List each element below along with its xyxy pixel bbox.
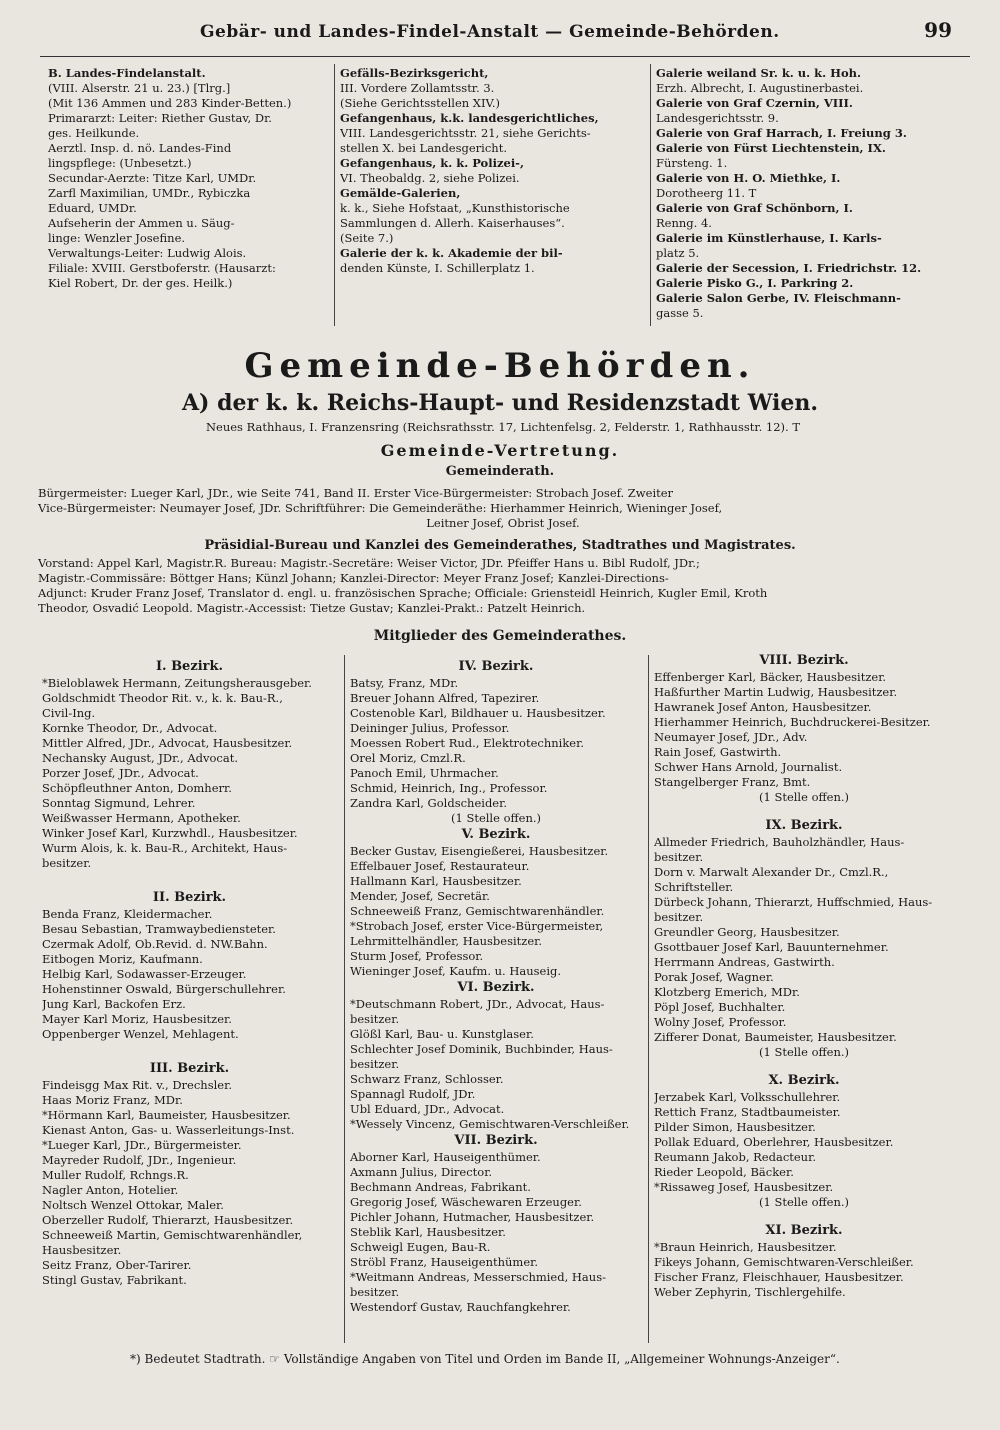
member-entry: Findeisgg Max Rit. v., Drechsler. — [42, 1078, 232, 1092]
member-entry: *Deutschmann Robert, JDr., Advocat, Haus- — [350, 997, 605, 1011]
entry-line: Secundar-Aerzte: Titze Karl, UMDr. — [48, 171, 257, 185]
entry-line: Aufseherin der Ammen u. Säug- — [48, 216, 235, 230]
district-column-1 — [42, 658, 337, 1288]
member-entry: Weber Zephyrin, Tischlergehilfe. — [654, 1285, 846, 1299]
member-entry: *Hörmann Karl, Baumeister, Hausbesitzer. — [42, 1108, 291, 1122]
entry-line: (Mit 136 Ammen und 283 Kinder-Betten.) — [48, 96, 292, 110]
column-divider — [648, 655, 649, 1343]
member-entry: Costenoble Karl, Bildhauer u. Hausbesitzer. — [350, 706, 606, 720]
member-entry: Gregorig Josef, Wäschewaren Erzeuger. — [350, 1195, 582, 1209]
entry-heading: Galerie von Graf Schönborn, I. — [656, 201, 853, 215]
member-entry: Eitbogen Moriz, Kaufmann. — [42, 952, 203, 966]
entry-line: Landesgerichtsstr. 9. — [656, 111, 779, 125]
member-entry: *Braun Heinrich, Hausbesitzer. — [654, 1240, 837, 1254]
entry-line: Kiel Robert, Dr. der ges. Heilk.) — [48, 276, 233, 290]
member-entry: Allmeder Friedrich, Bauholzhändler, Haus- — [654, 835, 905, 849]
member-entry: *Rissaweg Josef, Hausbesitzer. — [654, 1180, 834, 1194]
entry-heading: Galerie der k. k. Akademie der bil- — [340, 246, 563, 260]
entry-line: VI. Theobaldg. 2, siehe Polizei. — [340, 171, 520, 185]
member-entry: Mayreder Rudolf, JDr., Ingenieur. — [42, 1153, 237, 1167]
member-entry: Besau Sebastian, Tramwaybediensteter. — [42, 922, 276, 936]
entry-heading: Galerie der Secession, I. Friedrichstr. 12. — [656, 261, 922, 275]
member-entry: Hausbesitzer. — [42, 1243, 122, 1257]
member-entry: Hohenstinner Oswald, Bürgerschullehrer. — [42, 982, 286, 996]
member-entry: Stingl Gustav, Fabrikant. — [42, 1273, 187, 1287]
member-entry: *Weitmann Andreas, Messerschmied, Haus- — [350, 1270, 606, 1284]
member-entry: Westendorf Gustav, Rauchfangkehrer. — [350, 1300, 571, 1314]
entry-heading: B. Landes-Findelanstalt. — [48, 66, 206, 80]
section-subheading: A) der k. k. Reichs-Haupt- und Residenzstadt Wien. — [181, 390, 819, 416]
entry-line: Zarfl Maximilian, UMDr., Rybiczka — [48, 186, 251, 200]
district-column-3 — [654, 652, 954, 1300]
member-entry: Spannagl Rudolf, JDr. — [350, 1087, 476, 1101]
district-heading: VIII. Bezirk. — [759, 653, 849, 668]
district-heading: VI. Bezirk. — [457, 980, 535, 995]
entry-heading: Gemälde-Galerien, — [340, 186, 461, 200]
entry-line: Fürsteng. 1. — [656, 156, 728, 170]
member-entry: Bechmann Andreas, Fabrikant. — [350, 1180, 531, 1194]
district-column-2 — [350, 658, 642, 1315]
member-entry: Breuer Johann Alfred, Tapezirer. — [350, 691, 540, 705]
member-entry: Effenberger Karl, Bäcker, Hausbesitzer. — [654, 670, 887, 684]
member-entry: *Wessely Vincenz, Gemischtwaren-Verschleißer. — [350, 1117, 630, 1131]
member-entry: (1 Stelle offen.) — [758, 790, 850, 804]
entry-line: Erzh. Albrecht, I. Augustinerbastei. — [656, 81, 864, 95]
member-entry: Jung Karl, Backofen Erz. — [42, 997, 186, 1011]
member-entry: Civil-Ing. — [42, 706, 96, 720]
member-entry: Benda Franz, Kleidermacher. — [42, 907, 213, 921]
address-line: Neues Rathhaus, I. Franzensring (Reichsrathsstr. 17, Lichtenfelsg. 2, Felderstr. 1, Rathhausstr. 12). T — [205, 420, 801, 434]
member-entry: Batsy, Franz, MDr. — [350, 676, 459, 690]
member-entry: *Bieloblawek Hermann, Zeitungsherausgeber. — [42, 676, 312, 690]
member-entry: Wurm Alois, k. k. Bau-R., Architekt, Haus- — [42, 841, 288, 855]
member-entry: (1 Stelle offen.) — [450, 811, 542, 825]
member-entry: Hierhammer Heinrich, Buchdruckerei-Besitzer. — [654, 715, 931, 729]
member-entry: Porak Josef, Wagner. — [654, 970, 774, 984]
entry-line: stellen X. bei Landesgericht. — [340, 141, 507, 155]
member-entry: Lehrmittelhändler, Hausbesitzer. — [350, 934, 543, 948]
member-entry: Orel Moriz, Cmzl.R. — [350, 751, 466, 765]
member-entry: Fikeys Johann, Gemischtwaren-Verschleißer. — [654, 1255, 914, 1269]
column-divider — [344, 655, 345, 1343]
member-entry: Pöpl Josef, Buchhalter. — [654, 1000, 786, 1014]
entry-heading: Gefangenhaus, k.k. landesgerichtliches, — [340, 111, 599, 125]
entry-line: denden Künste, I. Schillerplatz 1. — [340, 261, 535, 275]
members-heading: Mitglieder des Gemeinderathes. — [373, 628, 627, 644]
header-title: Gebär- und Landes-Findel-Anstalt — Gemeinde-Behörden. — [200, 22, 780, 42]
member-entry: Steblik Karl, Hausbesitzer. — [350, 1225, 506, 1239]
member-entry: Becker Gustav, Eisengießerei, Hausbesitzer. — [350, 844, 609, 858]
member-entry: Haas Moriz Franz, MDr. — [42, 1093, 183, 1107]
member-entry: Sonntag Sigmund, Lehrer. — [42, 796, 196, 810]
district-heading: X. Bezirk. — [768, 1073, 840, 1088]
member-entry: Schriftsteller. — [654, 880, 734, 894]
member-entry: Deininger Julius, Professor. — [350, 721, 510, 735]
member-entry: Wieninger Josef, Kaufm. u. Hauseig. — [350, 964, 562, 978]
member-entry: Panoch Emil, Uhrmacher. — [350, 766, 499, 780]
district-heading: VII. Bezirk. — [454, 1133, 538, 1148]
district-heading: I. Bezirk. — [155, 659, 224, 674]
member-entry: Effelbauer Josef, Restaurateur. — [350, 859, 530, 873]
member-entry: Rain Josef, Gastwirth. — [654, 745, 782, 759]
member-entry: Dürbeck Johann, Thierarzt, Huffschmied, Haus- — [654, 895, 933, 909]
praesidial-line: Vorstand: Appel Karl, Magistr.R. Bureau: Magistr.-Secretäre: Weiser Victor, JDr. Pfeiffer Hans u. Bibl Rudolf, JDr.; — [38, 556, 700, 570]
entry-line: ges. Heilkunde. — [48, 126, 140, 140]
member-entry: Mittler Alfred, JDr., Advocat, Hausbesitzer. — [42, 736, 293, 750]
member-entry: Schneeweiß Franz, Gemischtwarenhändler. — [350, 904, 605, 918]
footnote: *) Bedeutet Stadtrath. ☞ Vollständige Angaben von Titel und Orden im Bande II, „Allgemeiner Wohnungs-Anzeiger“. — [130, 1352, 840, 1366]
member-entry: Schwarz Franz, Schlosser. — [350, 1072, 504, 1086]
member-entry: Dorn v. Marwalt Alexander Dr., Cmzl.R., — [654, 865, 889, 879]
member-entry: Schmid, Heinrich, Ing., Professor. — [350, 781, 548, 795]
entry-line: Primararzt: Leiter: Riether Gustav, Dr. — [48, 111, 272, 125]
entry-line: lingspflege: (Unbesetzt.) — [48, 156, 192, 170]
member-entry: besitzer. — [654, 910, 704, 924]
member-entry: Fischer Franz, Fleischhauer, Hausbesitzer. — [654, 1270, 904, 1284]
member-entry: Mender, Josef, Secretär. — [350, 889, 490, 903]
member-entry: Zifferer Donat, Baumeister, Hausbesitzer. — [654, 1030, 897, 1044]
entry-heading: Galerie von Graf Czernin, VIII. — [656, 96, 853, 110]
top-left-column — [48, 66, 326, 291]
district-heading: V. Bezirk. — [461, 827, 531, 842]
member-entry: Kienast Anton, Gas- u. Wasserleitungs-Inst. — [42, 1123, 295, 1137]
member-entry: Seitz Franz, Ober-Tarirer. — [42, 1258, 192, 1272]
member-entry: Schweigl Eugen, Bau-R. — [350, 1240, 491, 1254]
entry-heading: Galerie im Künstlerhause, I. Karls- — [656, 231, 882, 245]
gemeinderath-heading: Gemeinderath. — [445, 464, 555, 479]
member-entry: Nechansky August, JDr., Advocat. — [42, 751, 239, 765]
entry-line: Filiale: XVIII. Gerstboferstr. (Hausarzt: — [48, 261, 276, 275]
district-heading: XI. Bezirk. — [765, 1223, 843, 1238]
entry-line: k. k., Siehe Hofstaat, „Kunsthistorische — [340, 201, 570, 215]
entry-line: Renng. 4. — [656, 216, 712, 230]
member-entry: Herrmann Andreas, Gastwirth. — [654, 955, 835, 969]
praesidial-line: Magistr.-Commissäre: Böttger Hans; Künzl Johann; Kanzlei-Director: Meyer Franz Josef; Kanzlei-Directions- — [38, 571, 669, 585]
top-right-column — [656, 66, 956, 321]
member-entry: Wolny Josef, Professor. — [654, 1015, 787, 1029]
entry-line: Eduard, UMDr. — [48, 201, 137, 215]
member-entry: Mayer Karl Moriz, Hausbesitzer. — [42, 1012, 232, 1026]
entry-heading: Galerie Pisko G., I. Parkring 2. — [656, 276, 854, 290]
member-entry: Winker Josef Karl, Kurzwhdl., Hausbesitzer. — [42, 826, 298, 840]
member-entry: *Lueger Karl, JDr., Bürgermeister. — [42, 1138, 242, 1152]
district-heading: IV. Bezirk. — [458, 659, 534, 674]
entry-line: (Siehe Gerichtsstellen XIV.) — [340, 96, 500, 110]
member-entry: *Strobach Josef, erster Vice-Bürgermeister, — [350, 919, 604, 933]
district-heading: IX. Bezirk. — [765, 818, 843, 833]
member-entry: Moessen Robert Rud., Elektrotechniker. — [350, 736, 585, 750]
entry-heading: Galerie von Fürst Liechtenstein, IX. — [656, 141, 886, 155]
district-heading: III. Bezirk. — [149, 1061, 230, 1076]
mayor-line: Leitner Josef, Obrist Josef. — [426, 516, 580, 530]
entry-line: linge: Wenzler Josefine. — [48, 231, 186, 245]
entry-heading: Galerie von H. O. Miethke, I. — [656, 171, 841, 185]
member-entry: Sturm Josef, Professor. — [350, 949, 484, 963]
member-entry: Helbig Karl, Sodawasser-Erzeuger. — [42, 967, 247, 981]
entry-heading: Galerie Salon Gerbe, IV. Fleischmann- — [656, 291, 901, 305]
entry-line: platz 5. — [656, 246, 700, 260]
member-entry: Schwer Hans Arnold, Journalist. — [654, 760, 843, 774]
member-entry: Zandra Karl, Goldscheider. — [350, 796, 507, 810]
page-number: 99 — [924, 18, 952, 42]
member-entry: Ubl Eduard, JDr., Advocat. — [350, 1102, 505, 1116]
member-entry: Jerzabek Karl, Volksschullehrer. — [654, 1090, 841, 1104]
member-entry: Neumayer Josef, JDr., Adv. — [654, 730, 808, 744]
member-entry: Hallmann Karl, Hausbesitzer. — [350, 874, 522, 888]
entry-heading: Gefangenhaus, k. k. Polizei-, — [340, 156, 524, 170]
entry-heading: Galerie weiland Sr. k. u. k. Hoh. — [656, 66, 862, 80]
top-middle-column — [340, 66, 640, 276]
member-entry: Reumann Jakob, Redacteur. — [654, 1150, 816, 1164]
entry-line: (VIII. Alserstr. 21 u. 23.) [Tlrg.] — [48, 81, 231, 95]
praesidial-line: Adjunct: Kruder Franz Josef, Translator d. engl. u. französischen Sprache; Officiale: Griensteidl Heinrich, Kugler Emil, Kroth — [38, 586, 768, 600]
member-entry: Muller Rudolf, Rchngs.R. — [42, 1168, 189, 1182]
member-entry: Kornke Theodor, Dr., Advocat. — [42, 721, 218, 735]
entry-line: Dorotheerg 11. T — [656, 186, 757, 200]
district-heading: II. Bezirk. — [152, 890, 227, 905]
member-entry: Greundler Georg, Hausbesitzer. — [654, 925, 840, 939]
entry-line: Verwaltungs-Leiter: Ludwig Alois. — [48, 246, 247, 260]
member-entry: Haßfurther Martin Ludwig, Hausbesitzer. — [654, 685, 898, 699]
member-entry: Glößl Karl, Bau- u. Kunstglaser. — [350, 1027, 534, 1041]
entry-line: Aerztl. Insp. d. nö. Landes-Find — [48, 141, 232, 155]
member-entry: Pollak Eduard, Oberlehrer, Hausbesitzer. — [654, 1135, 894, 1149]
header-rule — [40, 56, 970, 57]
member-entry: Pichler Johann, Hutmacher, Hausbesitzer. — [350, 1210, 595, 1224]
member-entry: Pilder Simon, Hausbesitzer. — [654, 1120, 816, 1134]
entry-line: (Seite 7.) — [340, 231, 394, 245]
member-entry: Klotzberg Emerich, MDr. — [654, 985, 800, 999]
member-entry: (1 Stelle offen.) — [758, 1195, 850, 1209]
member-entry: Porzer Josef, JDr., Advocat. — [42, 766, 199, 780]
vertretung-heading: Gemeinde-Vertretung. — [380, 441, 620, 460]
member-entry: Rieder Leopold, Bäcker. — [654, 1165, 794, 1179]
member-entry: Stangelberger Franz, Bmt. — [654, 775, 811, 789]
member-entry: besitzer. — [350, 1285, 400, 1299]
running-header — [200, 18, 960, 52]
member-entry: Oberzeller Rudolf, Thierarzt, Hausbesitzer. — [42, 1213, 294, 1227]
entry-line: gasse 5. — [656, 306, 704, 320]
mayor-line: Bürgermeister: Lueger Karl, JDr., wie Seite 741, Band II. Erster Vice-Bürgermeister: Strobach Josef. Zweiter — [38, 486, 674, 500]
member-entry: Ströbl Franz, Hauseigenthümer. — [350, 1255, 539, 1269]
praesidial-line: Theodor, Osvadić Leopold. Magistr.-Accessist: Tietze Gustav; Kanzlei-Prakt.: Patzelt Heinrich. — [38, 601, 586, 615]
member-entry: Aborner Karl, Hauseigenthümer. — [350, 1150, 541, 1164]
member-entry: besitzer. — [350, 1057, 400, 1071]
column-divider — [650, 64, 651, 326]
member-entry: Rettich Franz, Stadtbaumeister. — [654, 1105, 841, 1119]
member-entry: besitzer. — [654, 850, 704, 864]
member-entry: Axmann Julius, Director. — [350, 1165, 493, 1179]
member-entry: Schöpfleuthner Anton, Domherr. — [42, 781, 232, 795]
section-heading: Gemeinde-Behörden. — [244, 346, 756, 386]
member-entry: Weißwasser Hermann, Apotheker. — [42, 811, 241, 825]
member-entry: Goldschmidt Theodor Rit. v., k. k. Bau-R., — [42, 691, 283, 705]
member-entry: Noltsch Wenzel Ottokar, Maler. — [42, 1198, 224, 1212]
entry-line: Sammlungen d. Allerh. Kaiserhauses“. — [340, 216, 565, 230]
member-entry: Schneeweiß Martin, Gemischtwarenhändler, — [42, 1228, 303, 1242]
entry-line: III. Vordere Zollamtsstr. 3. — [340, 81, 495, 95]
entry-heading: Gefälls-Bezirksgericht, — [340, 66, 489, 80]
member-entry: Nagler Anton, Hotelier. — [42, 1183, 179, 1197]
member-entry: Gsottbauer Josef Karl, Bauunternehmer. — [654, 940, 889, 954]
praesidial-heading: Präsidial-Bureau und Kanzlei des Gemeinderathes, Stadtrathes und Magistrates. — [204, 538, 796, 553]
member-entry: (1 Stelle offen.) — [758, 1045, 850, 1059]
member-entry: besitzer. — [350, 1012, 400, 1026]
member-entry: Schlechter Josef Dominik, Buchbinder, Haus- — [350, 1042, 613, 1056]
member-entry: Czermak Adolf, Ob.Revid. d. NW.Bahn. — [42, 937, 268, 951]
member-entry: besitzer. — [42, 856, 92, 870]
mayor-line: Vice-Bürgermeister: Neumayer Josef, JDr. Schriftführer: Die Gemeinderäthe: Hierhammer Heinrich, Wieninger Josef, — [38, 501, 723, 515]
column-divider — [334, 64, 335, 326]
member-entry: Oppenberger Wenzel, Mehlagent. — [42, 1027, 239, 1041]
entry-line: VIII. Landesgerichtsstr. 21, siehe Gerichts- — [340, 126, 591, 140]
entry-heading: Galerie von Graf Harrach, I. Freiung 3. — [656, 126, 907, 140]
member-entry: Hawranek Josef Anton, Hausbesitzer. — [654, 700, 872, 714]
